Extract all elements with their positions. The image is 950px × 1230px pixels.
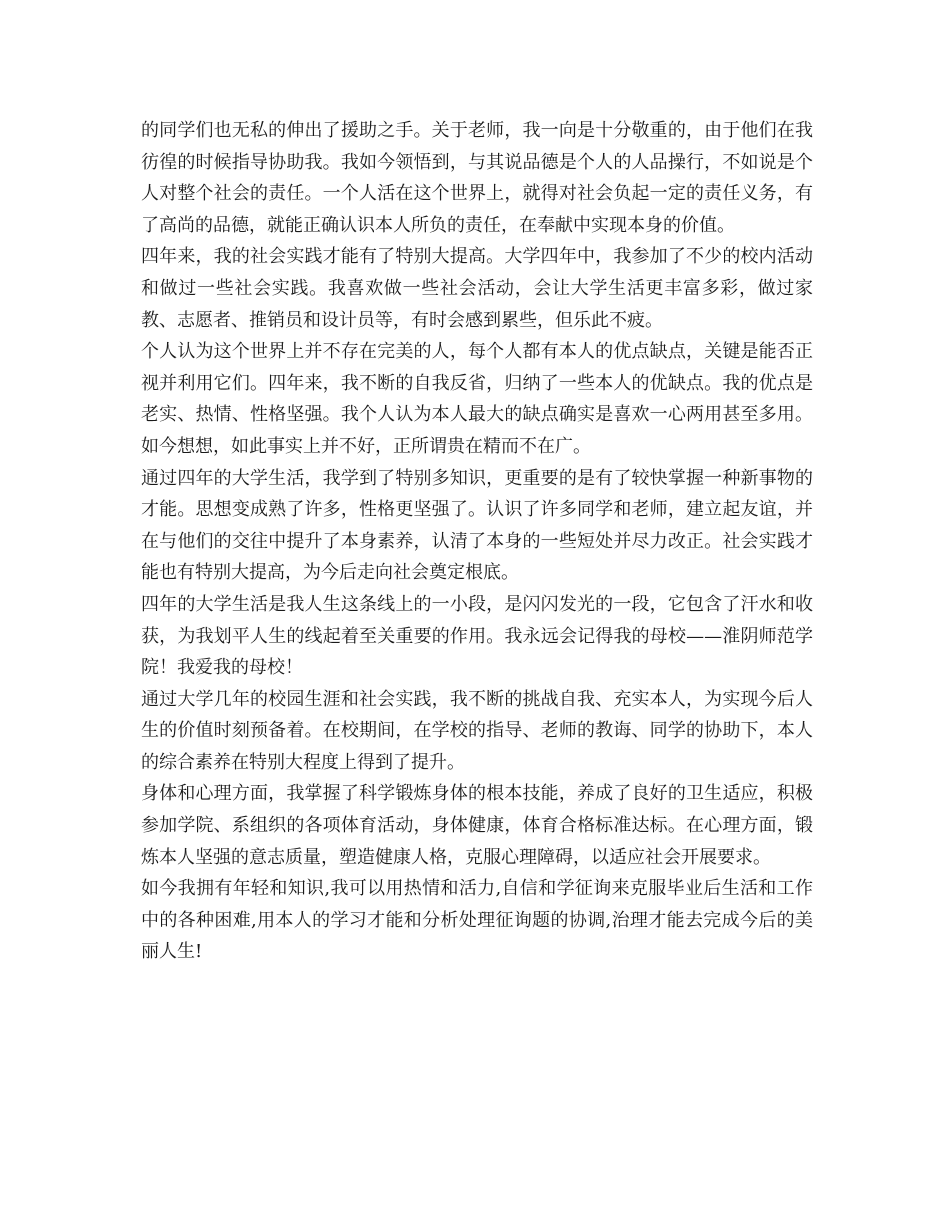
paragraph-7: 身体和心理方面，我掌握了科学锻炼身体的根本技能，养成了良好的卫生适应，积极参加学院、系组织的各项体育活动，身体健康，体育合格标准达标。在心理方面，锻炼本人坚强的意志质量，塑造健康人格，克服心理障碍，以适应社会开展要求。 <box>141 783 813 868</box>
paragraph-5: 四年的大学生活是我人生这条线上的一小段，是闪闪发光的一段，它包含了汗水和收获，为我划平人生的线起着至关重要的作用。我永远会记得我的母校——淮阴师范学院！我爱我的母校！ <box>141 593 813 679</box>
paragraph-3: 个人认为这个世界上并不存在完美的人，每个人都有本人的优点缺点，关键是能否正视并利用它们。四年来，我不断的自我反省，归纳了一些本人的优缺点。我的优点是老实、热情、性格坚强。我个人认为本人最大的缺点确实是喜欢一心两用甚至多用。如今想想，如此事实上并不好，正所谓贵在精而不在广。 <box>141 341 813 457</box>
paragraph-8: 如今我拥有年轻和知识,我可以用热情和活力,自信和学征询来克服毕业后生活和工作中的各种困难,用本人的学习才能和分析处理征询题的协调,治理才能去完成今后的美丽人生! <box>141 878 813 963</box>
document-body <box>141 115 813 968</box>
paragraph-4: 通过四年的大学生活，我学到了特别多知识，更重要的是有了较快掌握一种新事物的才能。思想变成熟了许多，性格更坚强了。认识了许多同学和老师，建立起友谊，并在与他们的交往中提升了本身素养，认清了本身的一些短处并尽力改正。社会实践才能也有特别大提高，为今后走向社会奠定根底。 <box>141 467 813 584</box>
paragraph-1: 的同学们也无私的伸出了援助之手。关于老师，我一向是十分敬重的，由于他们在我彷徨的时候指导协助我。我如今领悟到，与其说品德是个人的人品操行，不如说是个人对整个社会的责任。一个人活在这个世界上，就得对社会负起一定的责任义务，有了高尚的品德，就能正确认识本人所负的责任，在奉献中实现本身的价值。 <box>141 120 813 236</box>
paragraph-2: 四年来，我的社会实践才能有了特别大提高。大学四年中，我参加了不少的校内活动和做过一些社会实践。我喜欢做一些社会活动，会让大学生活更丰富多彩，做过家教、志愿者、推销员和设计员等，有时会感到累些，但乐此不疲。 <box>141 246 813 331</box>
paragraph-6: 通过大学几年的校园生涯和社会实践，我不断的挑战自我、充实本人，为实现今后人生的价值时刻预备着。在校期间，在学校的指导、老师的教诲、同学的协助下，本人的综合素养在特别大程度上得到了提升。 <box>141 688 813 773</box>
